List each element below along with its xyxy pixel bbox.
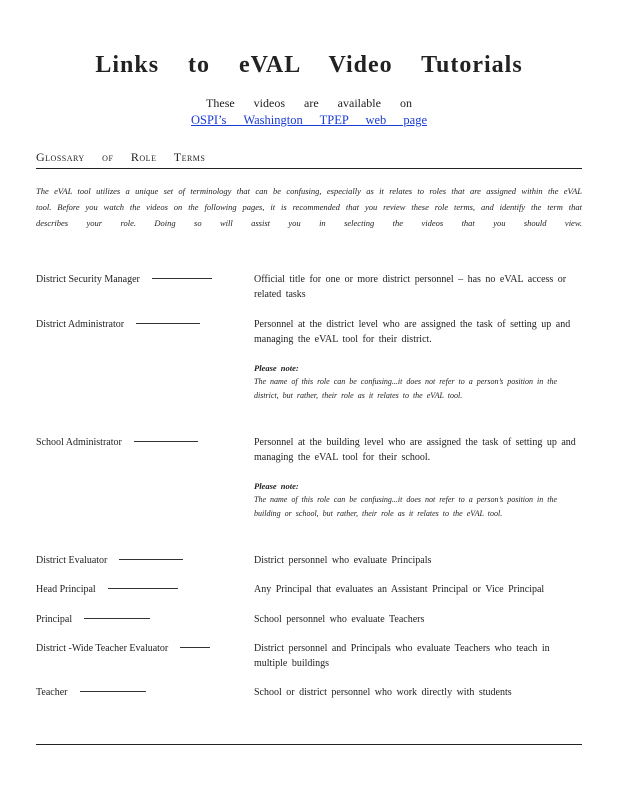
definition-district-evaluator: District personnel who evaluate Principals (254, 555, 432, 566)
term-label: Teacher (36, 687, 68, 698)
tpep-link-container (0, 113, 618, 128)
definition-principal: School personnel who evaluate Teachers (254, 614, 425, 625)
definition-district-wide-teacher-evaluator: District personnel and Principals who evaluate Teachers who teach in multiple buildings (254, 643, 550, 669)
leader-line (180, 647, 210, 648)
leader-line (119, 559, 183, 560)
term-head-principal (36, 582, 246, 597)
term-teacher (36, 685, 246, 700)
page-title: Links to eVAL Video Tutorials (95, 52, 523, 78)
term-district-security-manager (36, 272, 246, 287)
bottom-divider (36, 744, 582, 745)
term-label: District Security Manager (36, 274, 140, 285)
leader-line (152, 278, 212, 279)
definition-district-administrator (254, 317, 582, 403)
term-label: Principal (36, 614, 73, 625)
glossary-intro: The eVAL tool utilizes a unique set of terminology that can be confusing, especially as it relates to roles that are assigned within the eVAL tool. Before you watch the videos on the following pages, it is recommended that you review these role terms, and identify the term that describes your role. Doing so will assist you in selecting the videos that you should view. (36, 186, 582, 228)
note-text: The name of this role can be confusing...it does not refer to a person’s position in the district, but rather, their role as it relates to the eVAL tool. (254, 377, 558, 400)
term-label: School Administrator (36, 437, 122, 448)
tpep-web-page-link[interactable]: OSPI’s Washington TPEP web page (190, 113, 428, 127)
term-district-wide-teacher-evaluator (36, 641, 246, 656)
term-label: District Administrator (36, 319, 125, 330)
definition-text: Personnel at the district level who are assigned the task of setting up and managing the eVAL tool for their district. (254, 319, 571, 345)
note-text: The name of this role can be confusing...it does not refer to a person’s position in the building or school, but rather, their role as it relates to the eVAL tool. (254, 495, 558, 518)
term-principal (36, 612, 246, 627)
page-subtitle: These videos are available on (206, 96, 412, 110)
glossary-heading: Glossary of Role Terms (36, 150, 582, 169)
definition-district-security-manager: Official title for one or more district personnel – has no eVAL access or related tasks (254, 274, 567, 300)
leader-line (136, 323, 200, 324)
term-label: Head Principal (36, 584, 96, 595)
definition-head-principal: Any Principal that evaluates an Assistant Principal or Vice Principal (254, 584, 545, 595)
note-label: Please note: (254, 363, 299, 373)
leader-line (108, 588, 178, 589)
definition-school-administrator (254, 435, 582, 521)
definition-text: Personnel at the building level who are assigned the task of setting up and managing the eVAL tool for their school. (254, 437, 576, 463)
leader-line (80, 691, 146, 692)
term-district-evaluator (36, 553, 246, 568)
term-label: District Evaluator (36, 555, 108, 566)
note-label: Please note: (254, 481, 299, 491)
term-label: District -Wide Teacher Evaluator (36, 643, 169, 654)
term-district-administrator (36, 317, 246, 332)
term-school-administrator (36, 435, 246, 450)
leader-line (134, 441, 198, 442)
leader-line (84, 618, 150, 619)
definition-teacher: School or district personnel who work directly with students (254, 687, 512, 698)
